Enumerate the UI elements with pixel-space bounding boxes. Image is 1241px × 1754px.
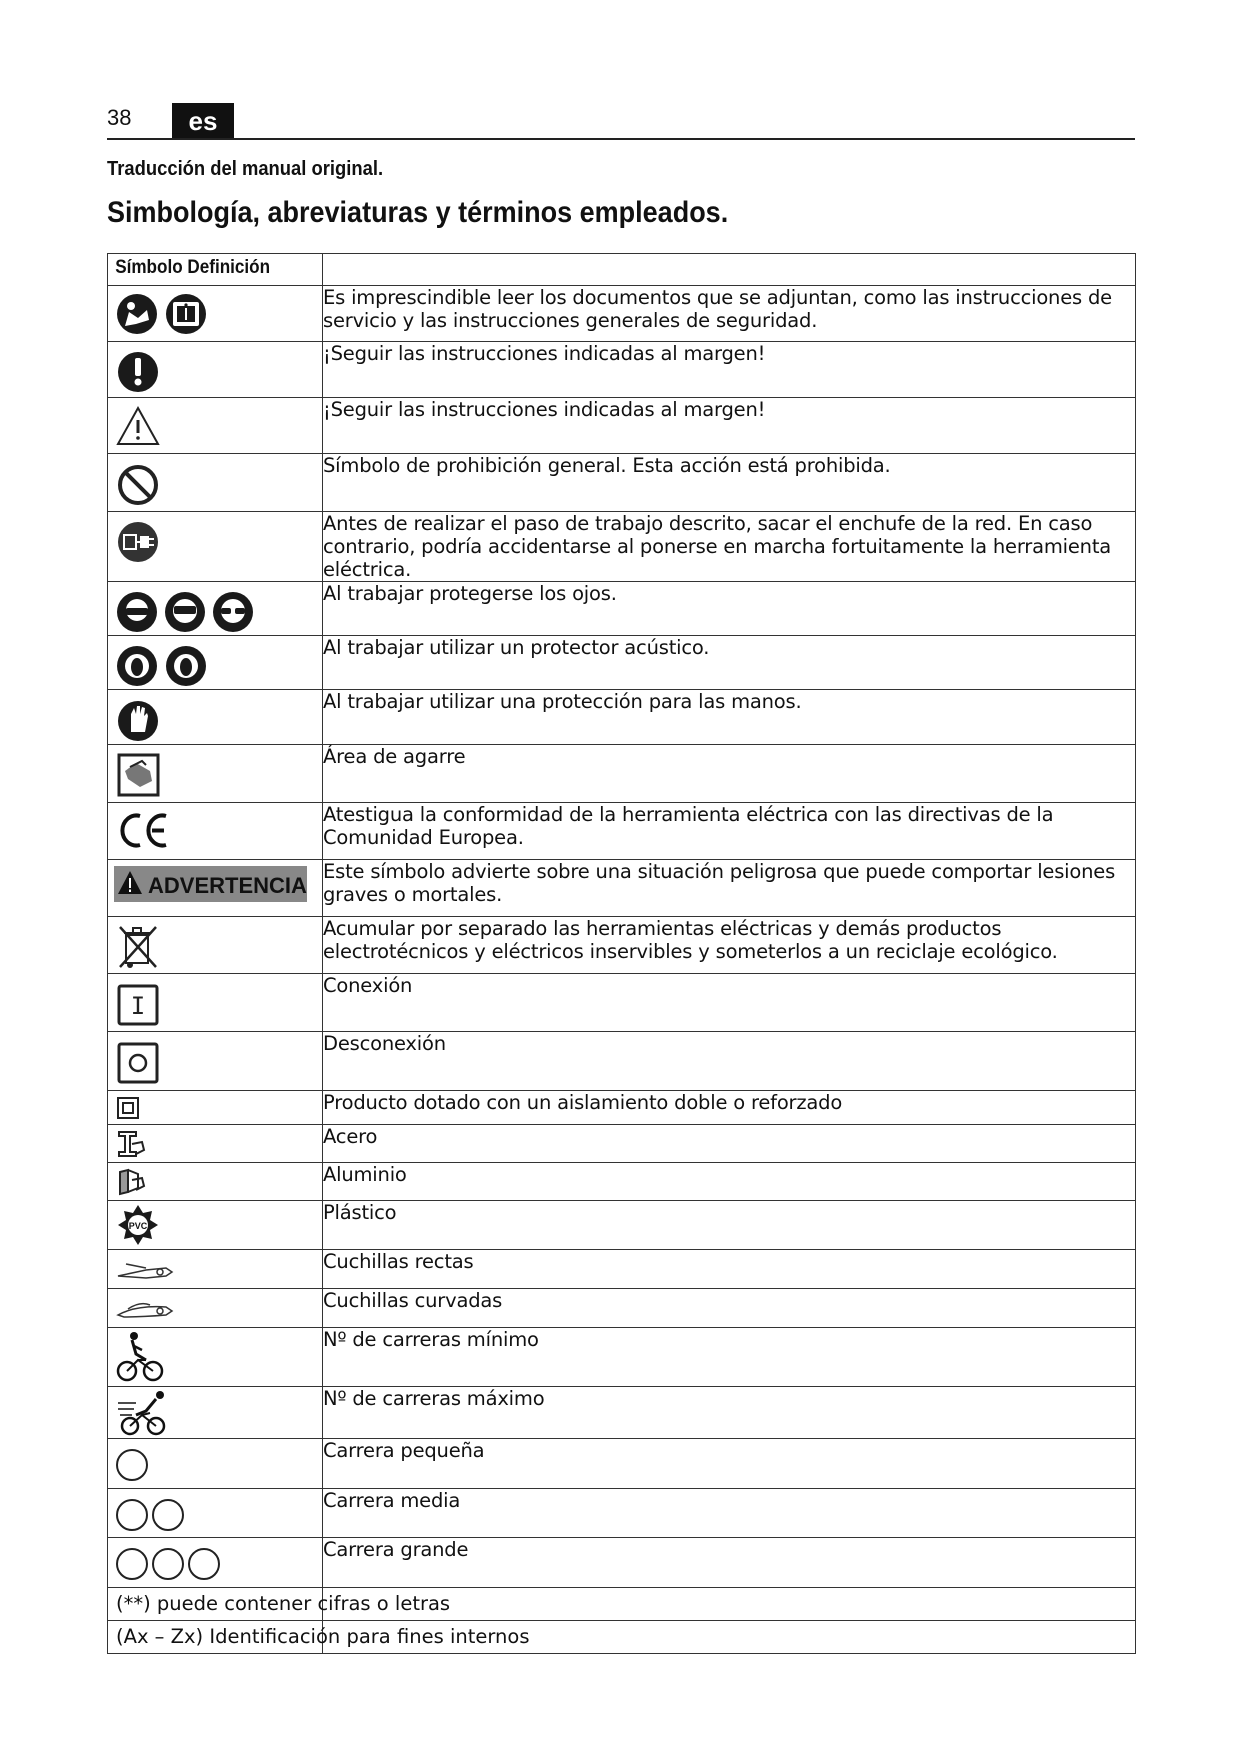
definition-text: Desconexión <box>323 1032 1136 1091</box>
table-row <box>108 745 1136 803</box>
header-rule <box>107 138 1135 140</box>
page-title: Simbología, abreviaturas y términos empleados. <box>107 196 729 229</box>
definition-text: Aluminio <box>323 1163 1136 1201</box>
table-row <box>108 803 1136 860</box>
table-row <box>108 1387 1136 1439</box>
definition-text: Al trabajar utilizar un protector acústico. <box>323 636 1136 690</box>
table-row <box>108 1091 1136 1125</box>
table-row <box>108 1289 1136 1328</box>
prohibition-icon <box>116 458 164 506</box>
one-circle-icon <box>116 1445 156 1485</box>
language-badge: es <box>172 103 234 139</box>
definition-text: Acumular por separado las herramientas eléctricas y demás productos electrotécnicos y eléctricos inservibles y someterlos a un reciclaje ecológico. <box>323 917 1136 974</box>
note-text: (Ax – Zx) Identificación para fines internos <box>116 1625 530 1648</box>
table-row <box>108 1489 1136 1538</box>
definition-text: Producto dotado con un aislamiento doble o reforzado <box>323 1091 1136 1125</box>
table-row <box>108 1163 1136 1201</box>
definition-text: Conexión <box>323 974 1136 1032</box>
steel-icon <box>116 1128 150 1160</box>
plastic-pvc-icon <box>116 1203 160 1247</box>
table-row <box>108 860 1136 917</box>
table-row <box>108 636 1136 690</box>
definition-text: ¡Seguir las instrucciones indicadas al margen! <box>323 398 1136 454</box>
table-row <box>108 286 1136 342</box>
ce-mark-icon <box>116 807 176 855</box>
exclamation-icon <box>116 346 164 394</box>
aluminium-icon <box>116 1166 150 1198</box>
definition-text: Carrera media <box>323 1489 1136 1538</box>
table-row <box>108 398 1136 454</box>
straight-blade-icon <box>116 1256 176 1286</box>
advertencia-label <box>114 866 309 906</box>
table-row <box>108 1328 1136 1387</box>
table-row <box>108 917 1136 974</box>
read-manual-icon <box>116 290 216 338</box>
table-row <box>108 1439 1136 1489</box>
table-header-empty-cell <box>323 254 1136 286</box>
definition-text: Símbolo de prohibición general. Esta acción está prohibida. <box>323 454 1136 512</box>
table-note-row <box>108 1588 1136 1621</box>
ear-protection-icon <box>116 640 216 688</box>
definition-text: Área de agarre <box>323 745 1136 803</box>
definition-text: Este símbolo advierte sobre una situación peligrosa que puede comportar lesiones graves o mortales. <box>323 860 1136 917</box>
definition-text: Cuchillas rectas <box>323 1250 1136 1289</box>
table-row <box>108 974 1136 1032</box>
symbols-table <box>107 253 1136 1654</box>
definition-text: ¡Seguir las instrucciones indicadas al margen! <box>323 342 1136 398</box>
subtitle: Traducción del manual original. <box>107 158 384 180</box>
table-row <box>108 582 1136 636</box>
table-header-cell <box>108 254 323 286</box>
power-on-icon <box>116 978 164 1028</box>
grip-area-icon <box>116 749 164 797</box>
table-note-row <box>108 1621 1136 1654</box>
table-row <box>108 1250 1136 1289</box>
warning-triangle-icon <box>116 402 164 450</box>
table-row <box>108 512 1136 582</box>
definition-text: Atestigua la conformidad de la herramienta eléctrica con las directivas de la Comunidad Europea. <box>323 803 1136 860</box>
note-text: (**) puede contener cifras o letras <box>116 1592 451 1615</box>
crossed-bin-icon <box>116 921 164 971</box>
definition-text: Carrera grande <box>323 1538 1136 1588</box>
table-row <box>108 1201 1136 1250</box>
table-row <box>108 1538 1136 1588</box>
table-row <box>108 342 1136 398</box>
table-header-label: Símbolo Definición <box>115 257 271 278</box>
table-row <box>108 690 1136 745</box>
table-row <box>108 1032 1136 1091</box>
svg-text:I: I <box>130 992 146 1020</box>
curved-blade-icon <box>116 1295 176 1325</box>
definition-text: Carrera pequeña <box>323 1439 1136 1489</box>
page-number: 38 <box>107 105 132 130</box>
power-off-icon <box>116 1036 164 1086</box>
definition-text: Nº de carreras mínimo <box>323 1328 1136 1387</box>
slow-bike-icon <box>116 1330 166 1384</box>
fast-bike-icon <box>116 1389 172 1437</box>
double-insulation-icon <box>116 1094 146 1124</box>
definition-text: Al trabajar protegerse los ojos. <box>323 582 1136 636</box>
definition-text: Antes de realizar el paso de trabajo descrito, sacar el enchufe de la red. En caso contrario, podría accidentarse al ponerse en marcha fortuitamente la herramienta eléctrica. <box>323 512 1136 582</box>
definition-text: Es imprescindible leer los documentos que se adjuntan, como las instrucciones de servicio y las instrucciones generales de seguridad. <box>323 286 1136 342</box>
two-circles-icon <box>116 1495 196 1535</box>
unplug-icon <box>116 516 164 564</box>
table-row <box>108 1125 1136 1163</box>
table-row <box>108 454 1136 512</box>
definition-text: Acero <box>323 1125 1136 1163</box>
definition-text: Al trabajar utilizar una protección para las manos. <box>323 690 1136 745</box>
definition-text: Cuchillas curvadas <box>323 1289 1136 1328</box>
definition-text: Plástico <box>323 1201 1136 1250</box>
svg-text:PVC: PVC <box>128 1221 148 1231</box>
three-circles-icon <box>116 1544 236 1584</box>
hand-protection-icon <box>116 694 164 742</box>
table-header-row <box>108 254 1136 286</box>
advertencia-text: ADVERTENCIA <box>148 873 307 898</box>
definition-text: Nº de carreras máximo <box>323 1387 1136 1439</box>
eye-protection-icon <box>116 586 256 634</box>
